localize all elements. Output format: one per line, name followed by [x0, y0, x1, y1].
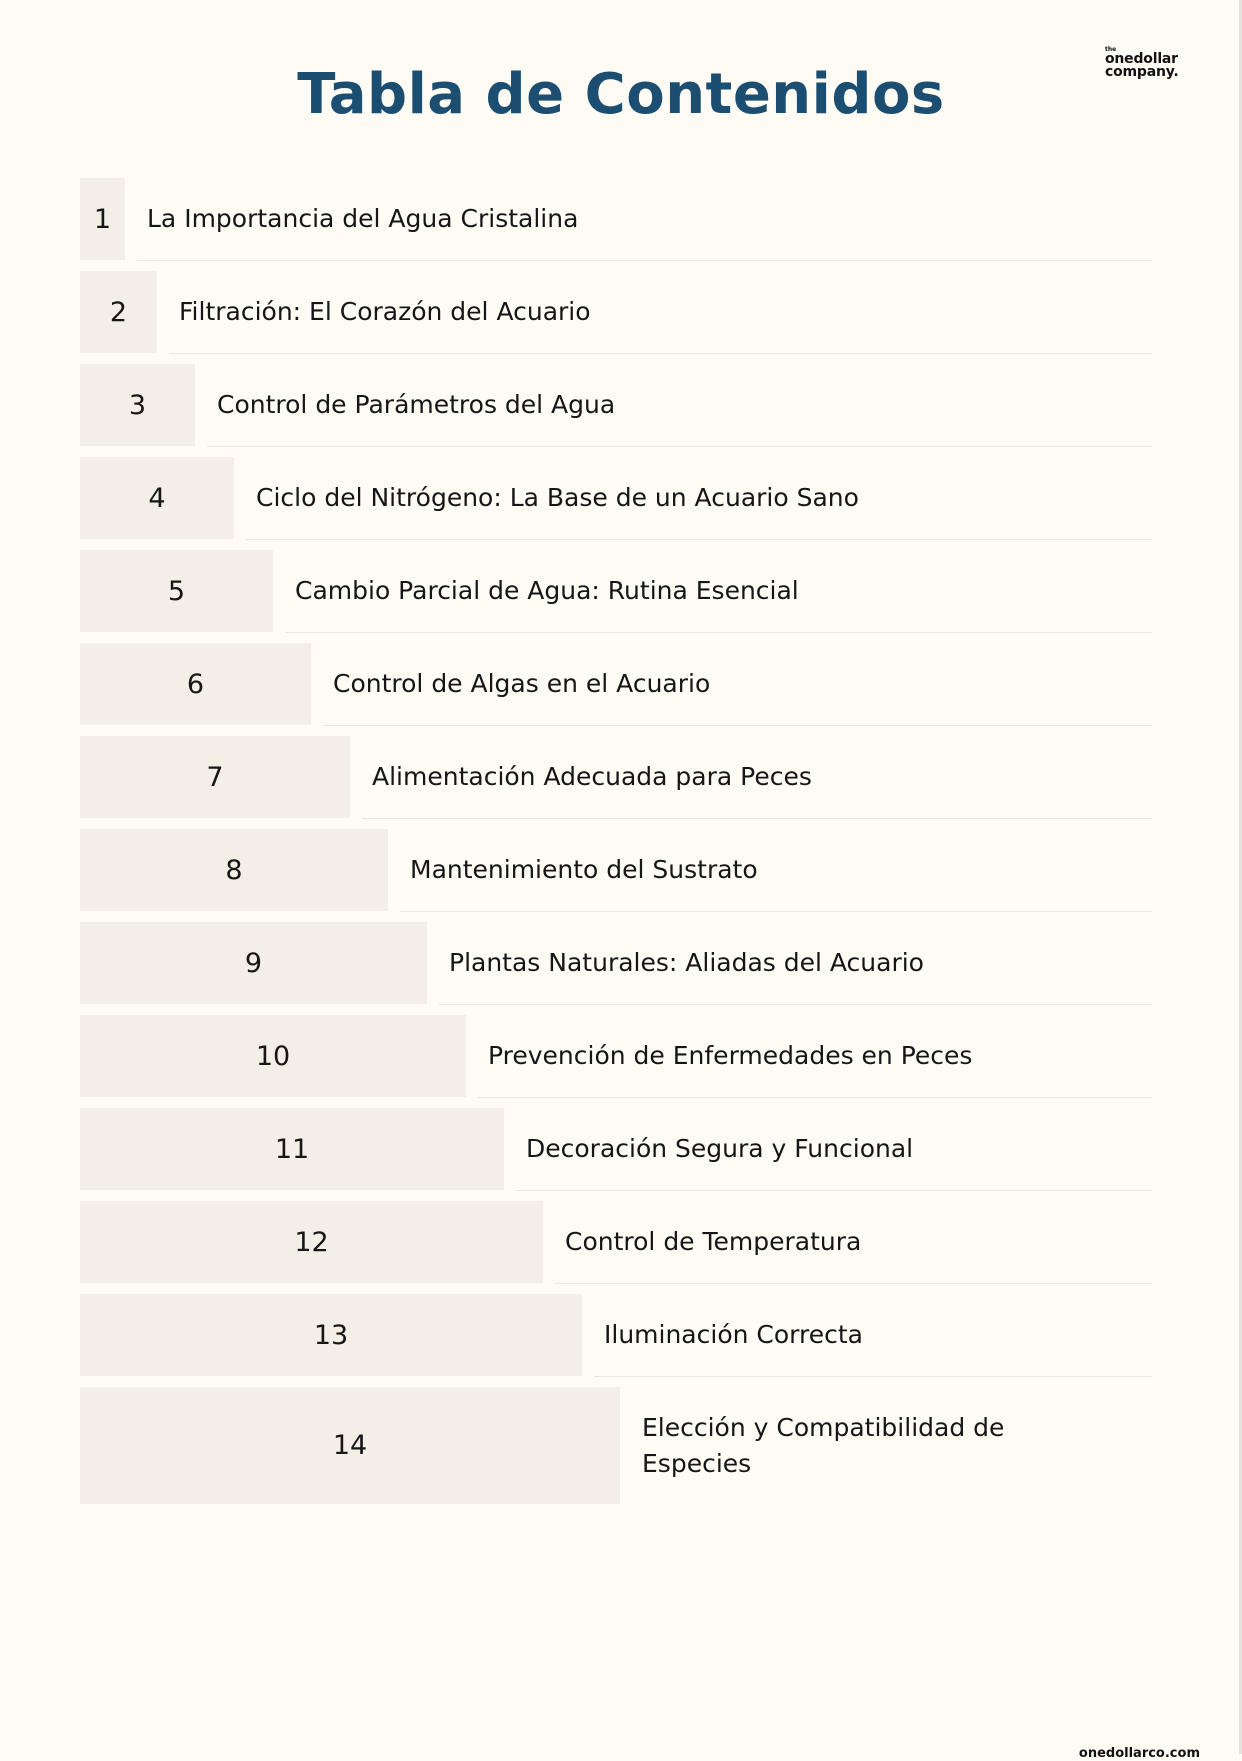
toc-number: 7 [80, 736, 350, 818]
toc-row[interactable] [80, 643, 1152, 725]
toc-row[interactable] [80, 1387, 1152, 1504]
toc-row[interactable] [80, 1015, 1152, 1097]
toc-title: Control de Temperatura [565, 1227, 862, 1256]
toc-number: 13 [80, 1294, 582, 1376]
toc-title: Control de Algas en el Acuario [333, 669, 711, 698]
toc-title: Control de Parámetros del Agua [217, 390, 616, 419]
toc-number: 1 [80, 178, 125, 260]
toc-number: 11 [80, 1108, 504, 1190]
toc-number: 5 [80, 550, 273, 632]
toc-row[interactable] [80, 922, 1152, 1004]
brand-logo-line2: company. [1105, 64, 1179, 80]
toc-row[interactable] [80, 1201, 1152, 1283]
toc-title: Filtración: El Corazón del Acuario [179, 297, 591, 326]
toc-row[interactable] [80, 364, 1152, 446]
toc-row[interactable] [80, 736, 1152, 818]
brand-logo [1105, 46, 1195, 79]
toc-number: 6 [80, 643, 311, 725]
toc-row[interactable] [80, 1294, 1152, 1376]
toc-number: 12 [80, 1201, 543, 1283]
table-of-contents [80, 178, 1152, 1515]
toc-number: 9 [80, 922, 427, 1004]
footer-url: onedollarco.com [1078, 1746, 1200, 1761]
toc-row[interactable] [80, 457, 1152, 539]
toc-row[interactable] [80, 550, 1152, 632]
toc-row[interactable] [80, 271, 1152, 353]
page-title: Tabla de Contenidos [297, 62, 945, 127]
toc-title: Iluminación Correcta [604, 1320, 863, 1349]
toc-title: Prevención de Enfermedades en Peces [488, 1041, 973, 1070]
toc-number: 8 [80, 829, 388, 911]
toc-row[interactable] [80, 829, 1152, 911]
toc-number: 4 [80, 457, 234, 539]
toc-title: Alimentación Adecuada para Peces [372, 762, 812, 791]
toc-title: Cambio Parcial de Agua: Rutina Esencial [295, 576, 799, 605]
toc-number: 2 [80, 271, 157, 353]
brand-logo-line1: onedollar [1105, 51, 1178, 67]
toc-number: 3 [80, 364, 195, 446]
toc-title: La Importancia del Agua Cristalina [147, 204, 579, 233]
toc-row[interactable] [80, 1108, 1152, 1190]
toc-number: 14 [80, 1387, 620, 1504]
toc-number: 10 [80, 1015, 466, 1097]
toc-title: Elección y Compatibilidad de Especies [642, 1412, 1005, 1478]
toc-row[interactable] [80, 178, 1152, 260]
brand-logo-the: the [1105, 46, 1117, 53]
toc-title: Plantas Naturales: Aliadas del Acuario [449, 948, 924, 977]
toc-title: Decoración Segura y Funcional [526, 1134, 914, 1163]
toc-title: Ciclo del Nitrógeno: La Base de un Acuario Sano [256, 483, 859, 512]
toc-title: Mantenimiento del Sustrato [410, 855, 758, 884]
